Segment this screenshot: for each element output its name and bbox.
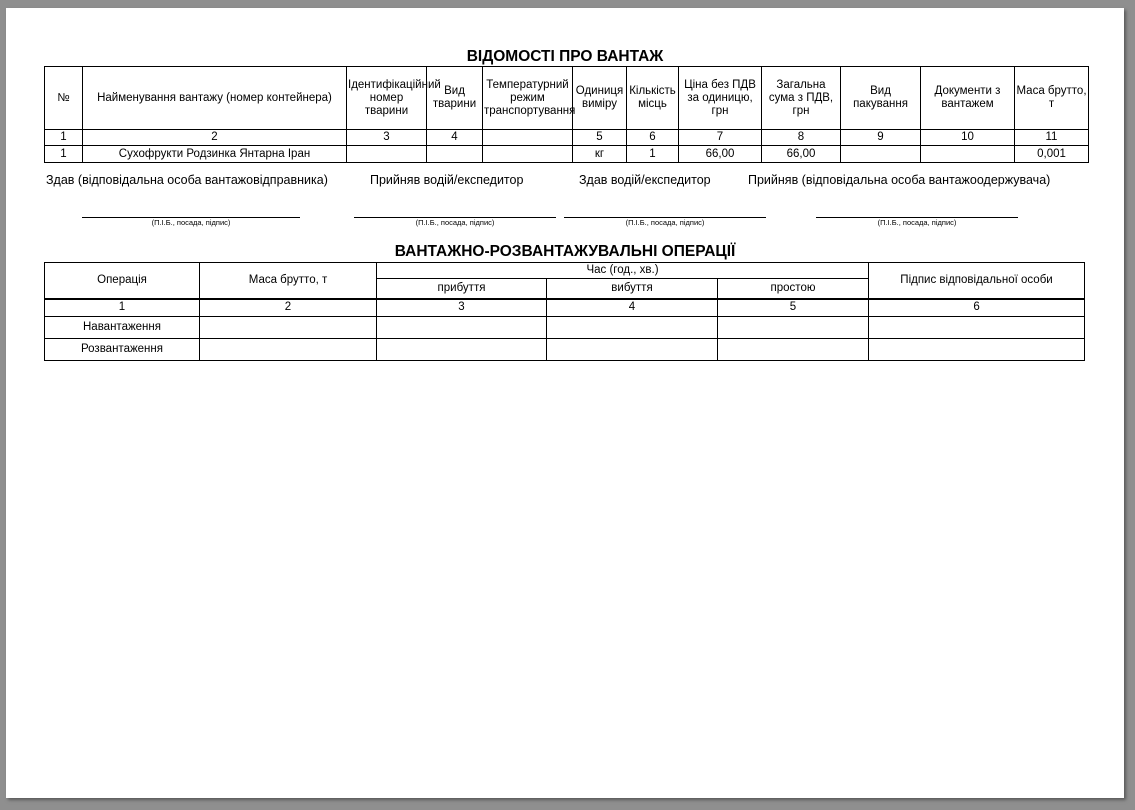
cargo-number-row <box>45 130 1089 146</box>
header-places: Кількість місць <box>627 67 679 130</box>
document-page <box>6 8 1124 798</box>
header-gross-mass: Маса брутто, т <box>1015 67 1089 130</box>
column-number: 1 <box>45 130 83 146</box>
column-number: 7 <box>679 130 762 146</box>
header-time: Час (год., хв.) <box>377 263 869 279</box>
column-number <box>483 130 573 146</box>
header-departure: вибуття <box>547 279 718 299</box>
header-packaging: Вид пакування <box>841 67 921 130</box>
table-row <box>45 317 1085 339</box>
cell-cargo-name: Сухофрукти Родзинка Янтарна Іран <box>83 146 347 163</box>
header-animal-type: Вид тварини <box>427 67 483 130</box>
header-total: Загальна сума з ПДВ, грн <box>762 67 841 130</box>
column-number: 8 <box>762 130 841 146</box>
header-animal-id: Ідентифікаційний номер тварини <box>347 67 427 130</box>
header-number: № <box>45 67 83 130</box>
operation-unloading: Розвантаження <box>45 339 200 361</box>
cell-empty <box>869 339 1085 361</box>
column-number: 3 <box>347 130 427 146</box>
column-number: 11 <box>1015 130 1089 146</box>
column-number: 6 <box>869 299 1085 317</box>
cell-empty <box>547 317 718 339</box>
column-number: 6 <box>627 130 679 146</box>
signature-hint: (П.І.Б., посада, підпис) <box>415 218 495 227</box>
signature-label-receiver: Прийняв (відповідальна особа вантажоодержувача) <box>748 173 1051 187</box>
header-mass: Маса брутто, т <box>200 263 377 299</box>
cell-documents <box>921 146 1015 163</box>
cell-empty <box>200 317 377 339</box>
cell-empty <box>377 317 547 339</box>
header-unit: Одиниця виміру <box>573 67 627 130</box>
cell-total: 66,00 <box>762 146 841 163</box>
column-number: 1 <box>45 299 200 317</box>
cell-empty <box>377 339 547 361</box>
cell-price: 66,00 <box>679 146 762 163</box>
signature-label-driver-accepted: Прийняв водій/експедитор <box>370 173 524 187</box>
table-row <box>45 146 1089 163</box>
signature-hint: (П.І.Б., посада, підпис) <box>877 218 957 227</box>
cell-number: 1 <box>45 146 83 163</box>
header-cargo-name: Найменування вантажу (номер контейнера) <box>83 67 347 130</box>
column-number: 9 <box>841 130 921 146</box>
cell-empty <box>869 317 1085 339</box>
header-idle: простою <box>718 279 869 299</box>
column-number: 2 <box>200 299 377 317</box>
signature-label-shipper: Здав (відповідальна особа вантажовідправника) <box>46 173 328 187</box>
cell-unit: кг <box>573 146 627 163</box>
column-number: 2 <box>83 130 347 146</box>
cargo-header-row <box>45 67 1089 130</box>
column-number: 5 <box>718 299 869 317</box>
cell-packaging <box>841 146 921 163</box>
column-number: 10 <box>921 130 1015 146</box>
header-signature: Підпис відповідальної особи <box>869 263 1085 299</box>
operation-loading: Навантаження <box>45 317 200 339</box>
header-operation: Операція <box>45 263 200 299</box>
cargo-title: ВІДОМОСТІ ПРО ВАНТАЖ <box>466 48 664 65</box>
column-number: 5 <box>573 130 627 146</box>
operations-title: ВАНТАЖНО-РОЗВАНТАЖУВАЛЬНІ ОПЕРАЦІЇ <box>394 243 736 260</box>
cell-animal-type <box>427 146 483 163</box>
header-arrival: прибуття <box>377 279 547 299</box>
cell-empty <box>200 339 377 361</box>
column-number: 3 <box>377 299 547 317</box>
cell-gross-mass: 0,001 <box>1015 146 1089 163</box>
signature-hint: (П.І.Б., посада, підпис) <box>151 218 231 227</box>
cell-animal-id <box>347 146 427 163</box>
cell-empty <box>718 339 869 361</box>
header-price: Ціна без ПДВ за одиницю, грн <box>679 67 762 130</box>
cargo-table <box>44 66 1089 163</box>
header-documents: Документи з вантажем <box>921 67 1015 130</box>
column-number: 4 <box>427 130 483 146</box>
table-row <box>45 339 1085 361</box>
column-number: 4 <box>547 299 718 317</box>
operations-number-row <box>45 299 1085 317</box>
cell-empty <box>718 317 869 339</box>
cell-temperature <box>483 146 573 163</box>
signature-label-driver-handed: Здав водій/експедитор <box>579 173 711 187</box>
operations-table <box>44 262 1085 361</box>
header-temperature: Температурний режим транспортування <box>483 67 573 130</box>
cell-empty <box>547 339 718 361</box>
cell-places: 1 <box>627 146 679 163</box>
signature-hint: (П.І.Б., посада, підпис) <box>625 218 705 227</box>
